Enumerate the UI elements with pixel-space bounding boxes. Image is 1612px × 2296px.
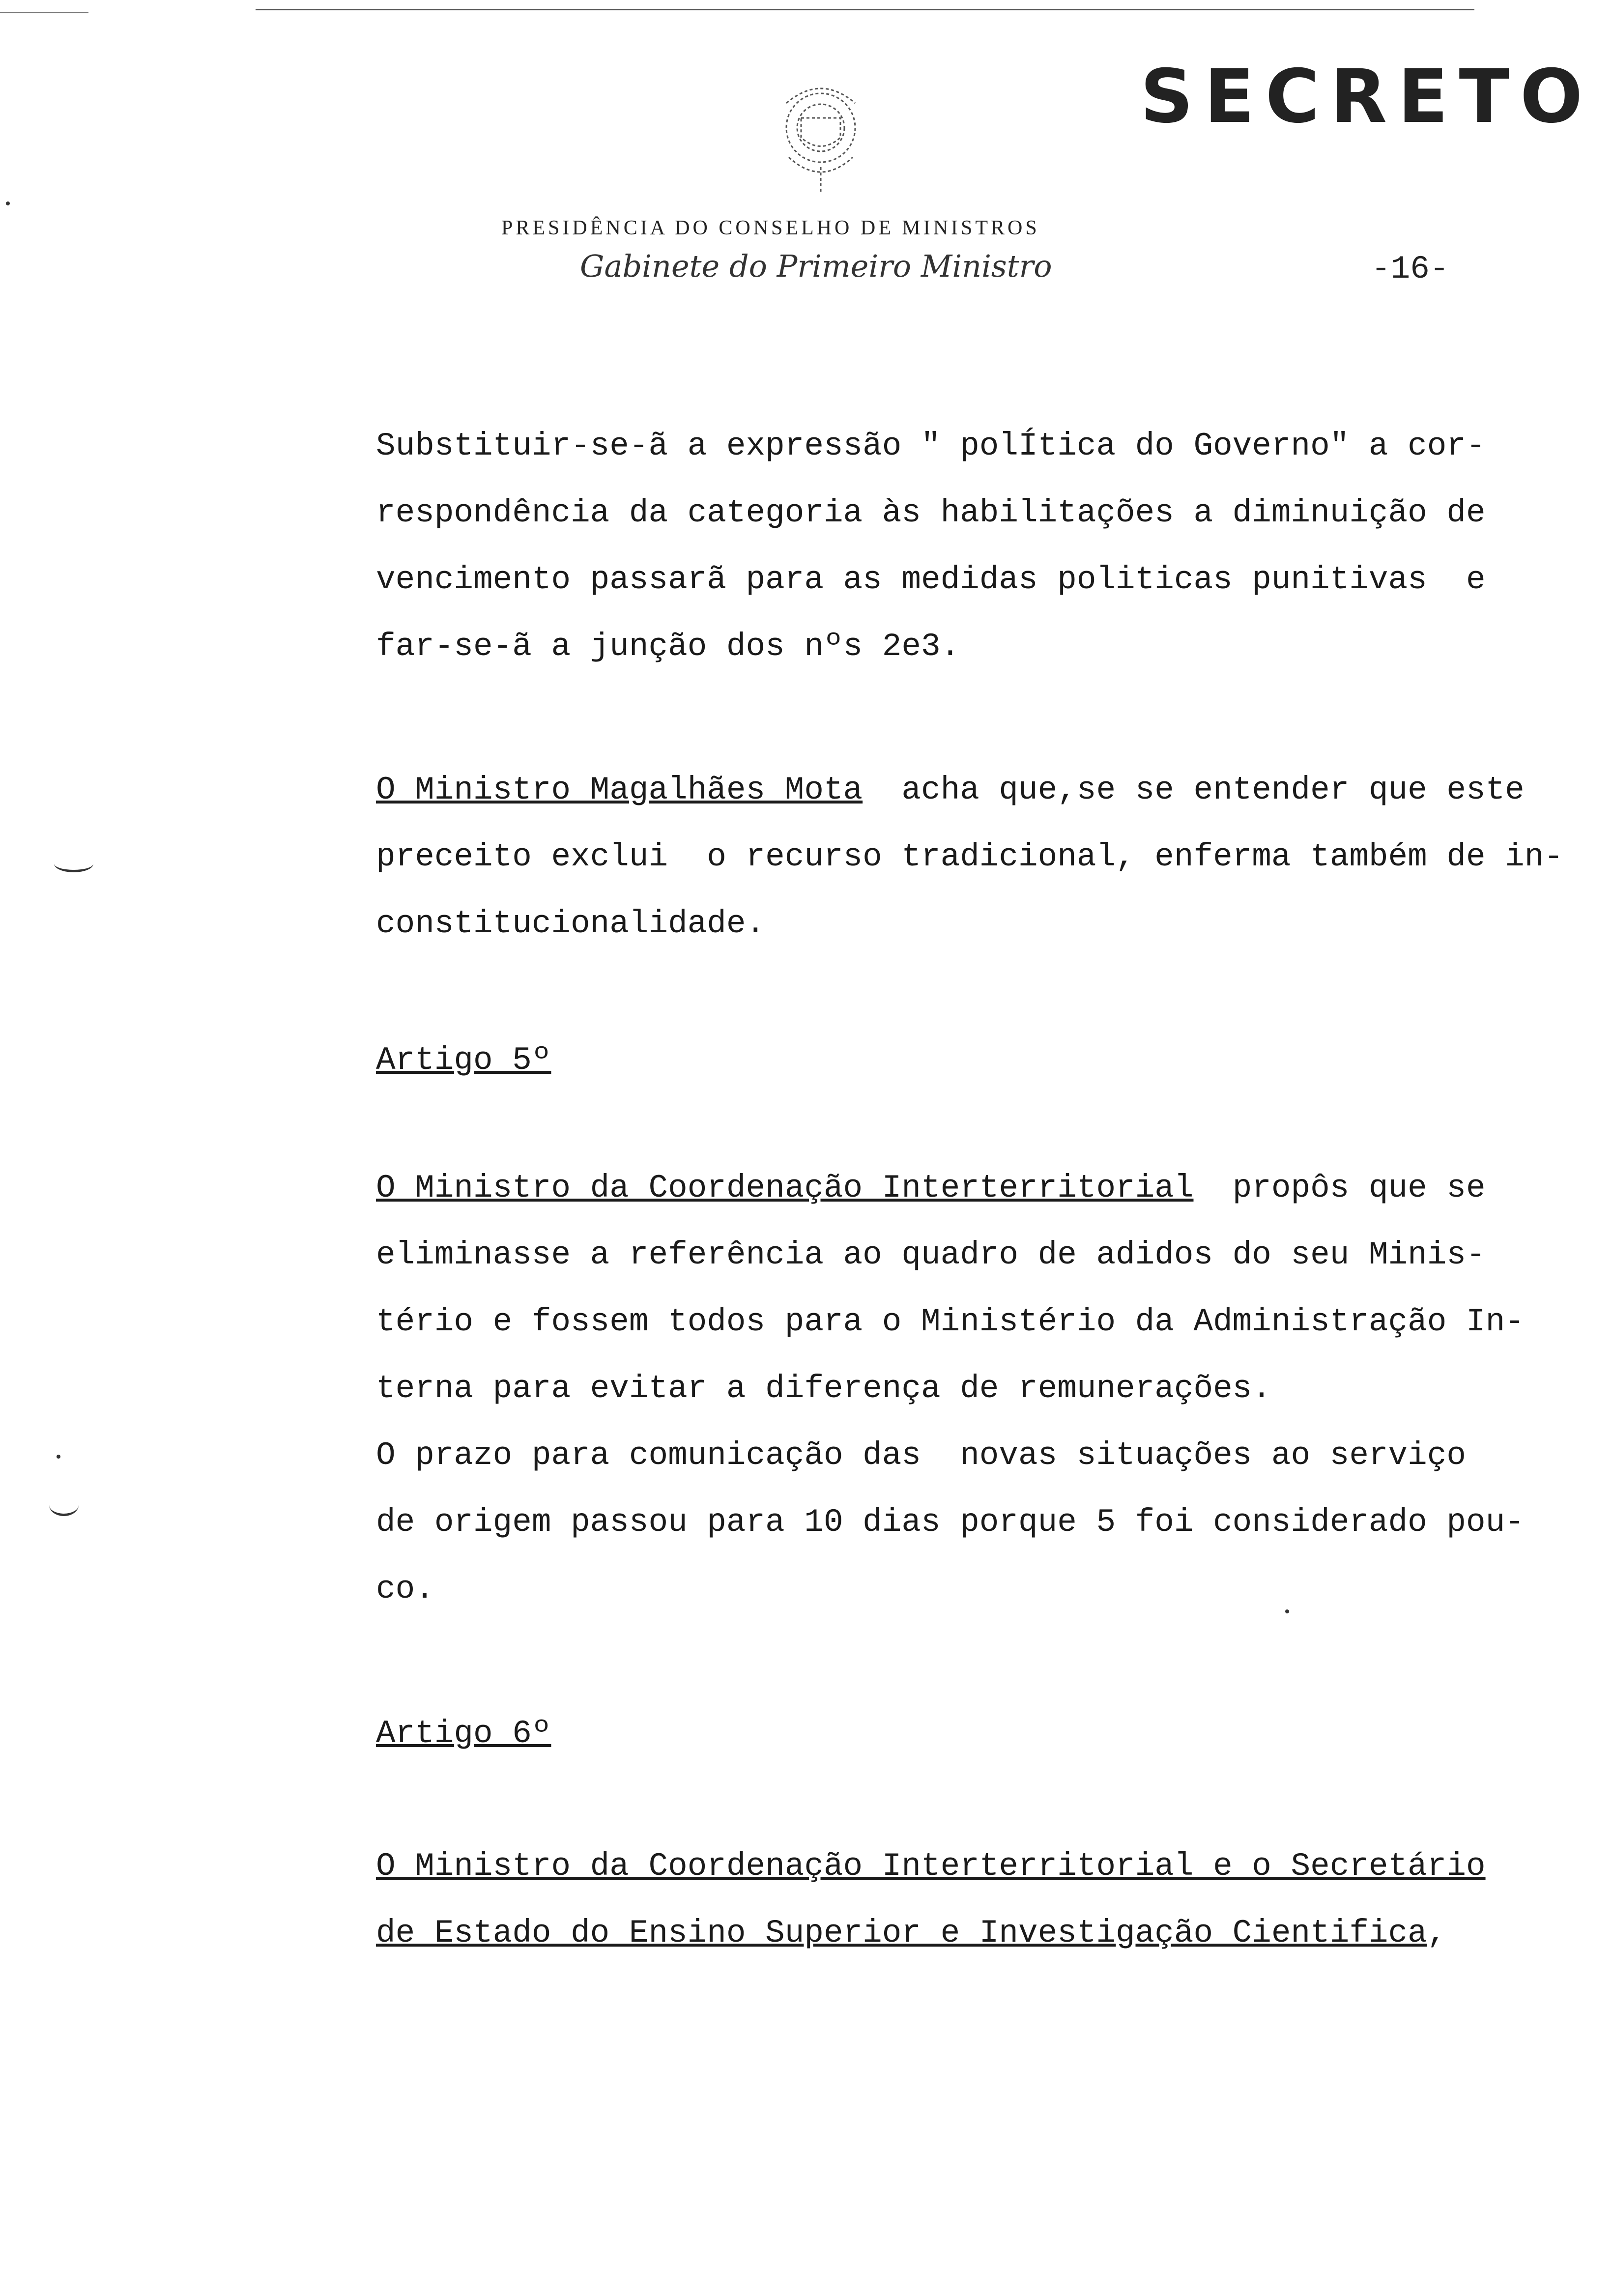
speaker-magalhaes-mota: O Ministro Magalhães Mota bbox=[376, 772, 863, 808]
heading-artigo-6: Artigo 6º bbox=[376, 1715, 551, 1752]
cabinet-name: Gabinete do Primeiro Ministro bbox=[580, 248, 1052, 284]
paragraph-4-line-1: O Ministro da Coordenação Interterritorial e o Secretário bbox=[376, 1848, 1486, 1885]
top-rule-left bbox=[0, 12, 88, 13]
paragraph-3 bbox=[376, 1155, 1565, 1623]
paragraph-4-line-2: de Estado do Ensino Superior e Investigação Cientifica bbox=[376, 1915, 1427, 1952]
punch-hole-mark bbox=[49, 1494, 79, 1516]
speck bbox=[1285, 1609, 1289, 1613]
paragraph-3-text: propôs que se eliminasse a referência ao quadro de adidos do seu Minis- tério e fossem todos para o Ministério da Administração In- terna para evitar a diferença de remunerações. O prazo para comunicação das novas situações ao serviço de origem passou para 10 dias porque 5 foi considerado pou- co. bbox=[376, 1170, 1525, 1607]
top-rule bbox=[256, 9, 1474, 10]
speck bbox=[57, 1455, 60, 1459]
paragraph-4 bbox=[376, 1833, 1565, 1967]
secret-stamp: SECRETO bbox=[1140, 54, 1594, 140]
heading-artigo-5: Artigo 5º bbox=[376, 1042, 551, 1079]
page-number: -16- bbox=[1371, 251, 1449, 287]
paragraph-4-tail: , bbox=[1427, 1915, 1447, 1952]
institution-name: PRESIDÊNCIA DO CONSELHO DE MINISTROS bbox=[501, 217, 1040, 239]
punch-hole-mark bbox=[54, 855, 93, 872]
paragraph-2 bbox=[376, 757, 1565, 957]
coat-of-arms-icon bbox=[767, 74, 875, 197]
speaker-coordenacao: O Ministro da Coordenação Interterritorial bbox=[376, 1170, 1194, 1206]
speck bbox=[6, 201, 10, 205]
paragraph-2-text: acha que,se se entender que este preceito exclui o recurso tradicional, enferma também de in- constitucionalidade. bbox=[376, 772, 1563, 942]
paragraph-1: Substituir-se-ã a expressão " polÍtica do Governo" a cor- respondência da categoria às habilitações a diminuição de vencimento passarã para as medidas politicas punitivas e far-se-ã a junção dos nºs 2e3. bbox=[376, 428, 1486, 665]
